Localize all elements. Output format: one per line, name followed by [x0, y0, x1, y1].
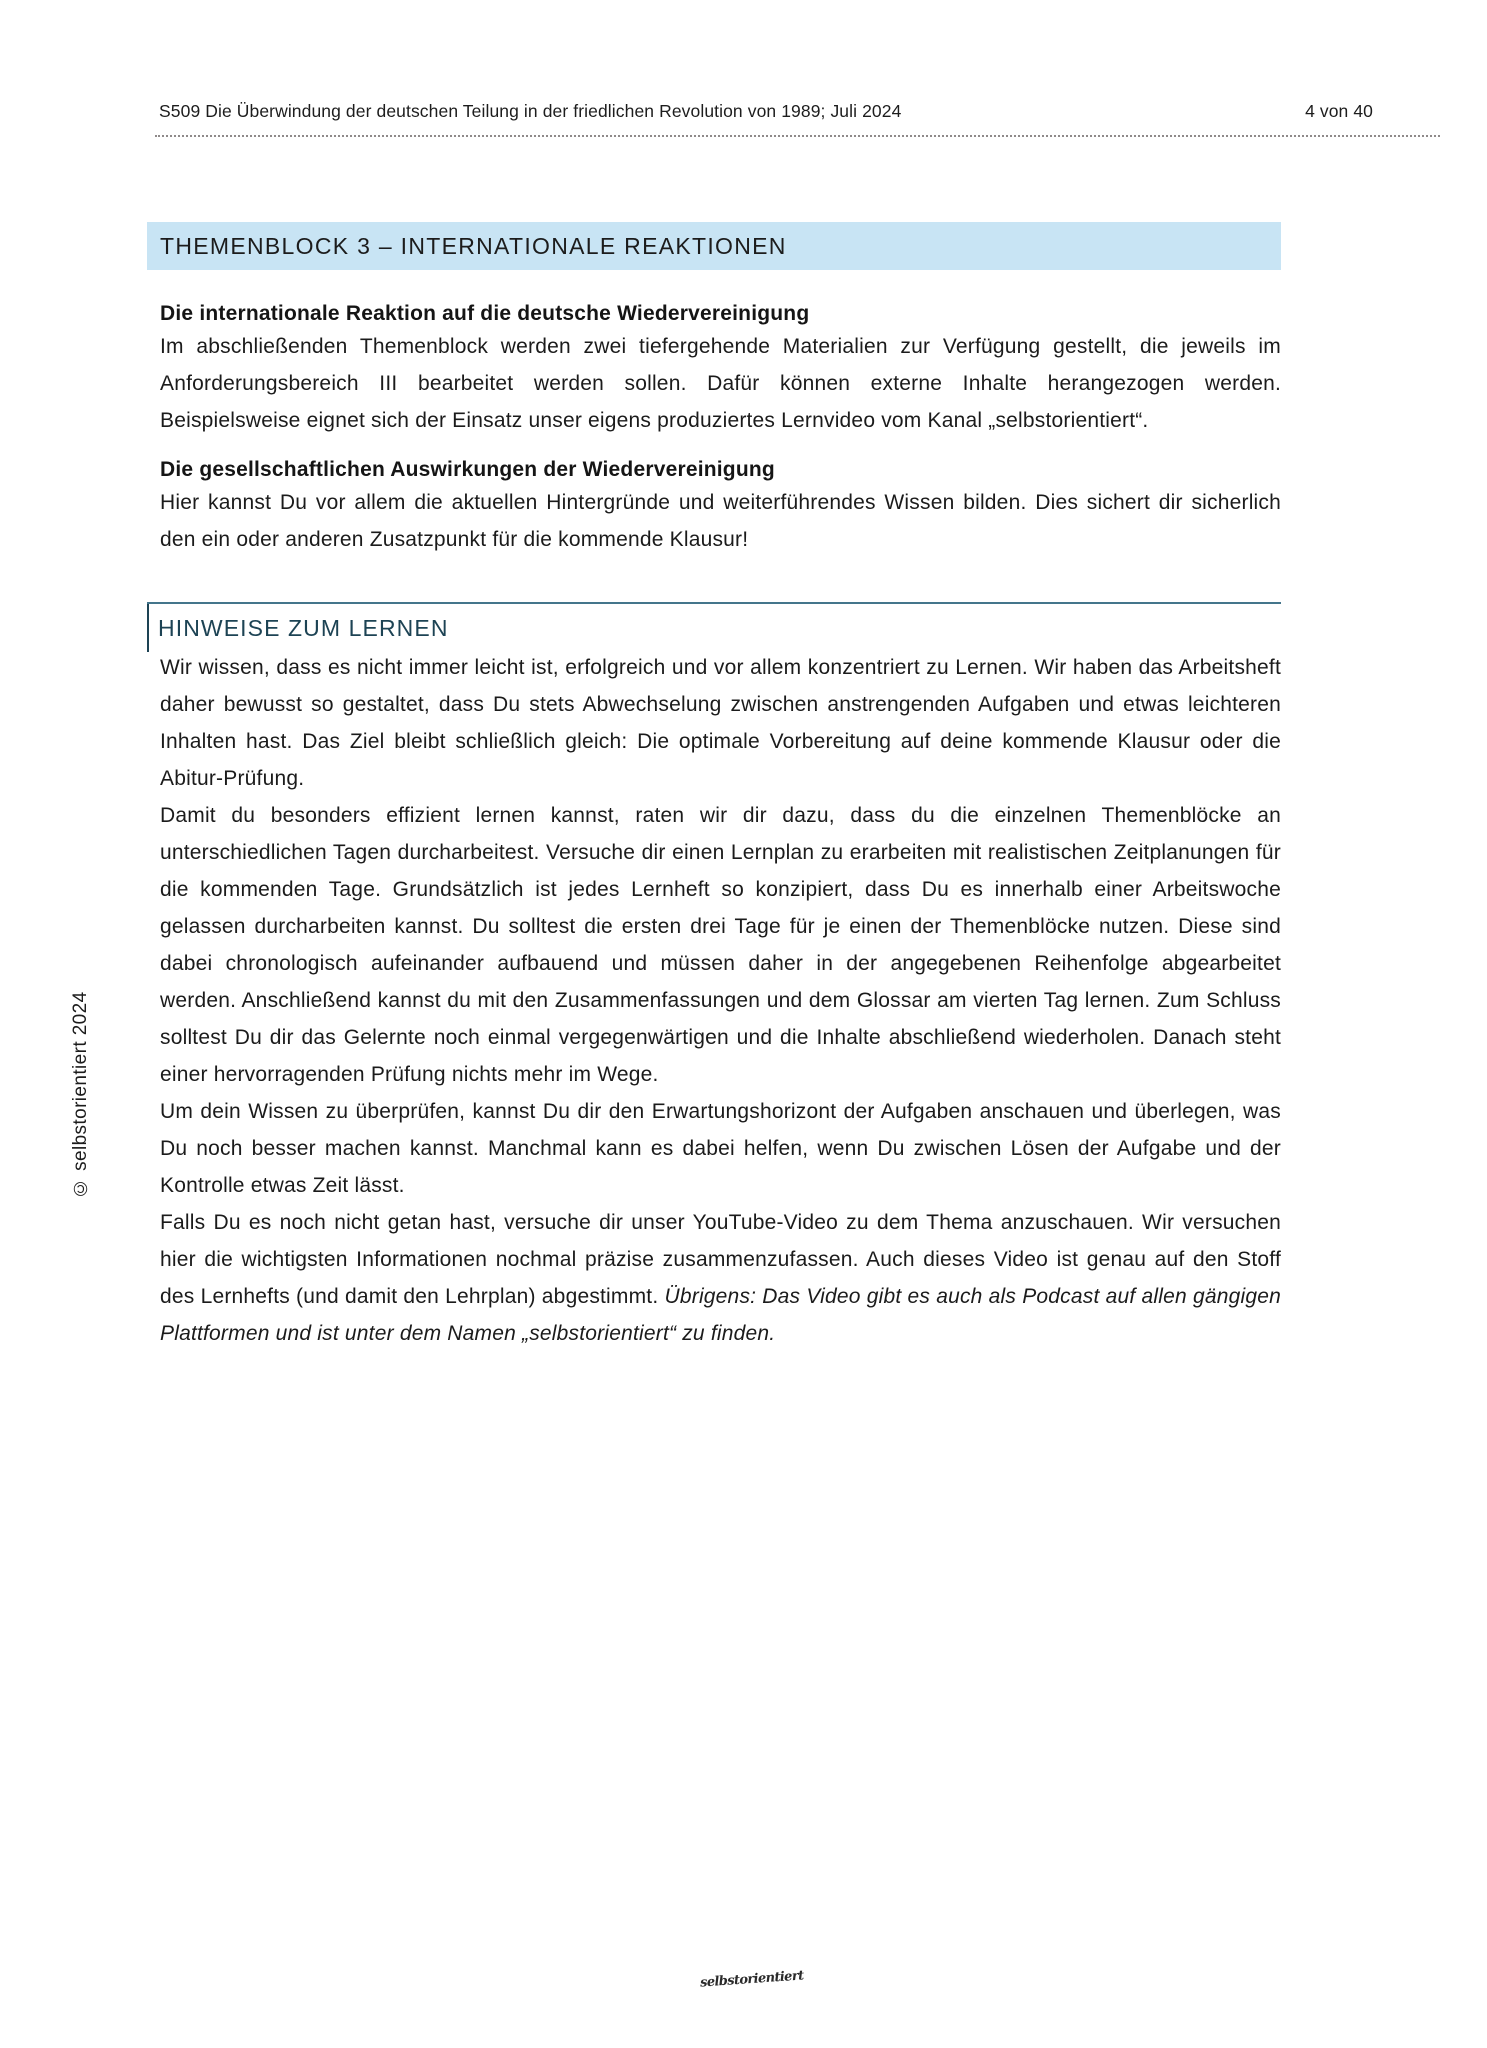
copyright-vertical-text: © selbstorientiert 2024 — [70, 991, 91, 1198]
paragraph-hinweise-4-italic: Übrigens: Das Video gibt es auch als Podcast auf allen gängigen Plattformen und ist unter dem Namen „selbstorientiert“ zu finden. — [160, 1285, 1282, 1345]
header-page-number: 4 von 40 — [1305, 101, 1373, 121]
page-header — [159, 101, 1373, 122]
content-column — [147, 222, 1281, 1352]
section-banner-themenblock-3 — [147, 222, 1281, 270]
paragraph-hinweise-1: Wir wissen, dass es nicht immer leicht ist, erfolgreich und vor allem konzentriert zu Lernen. Wir haben das Arbeitsheft daher bewusst so gestaltet, dass Du stets Abwechselung zwischen anstrengenden Aufgaben und etwas leichteren Inhalten hast. Das Ziel bleibt schließlich gleich: Die optimale Vorbereitung auf deine kommende Klausur oder die Abitur-Prüfung. — [160, 656, 1281, 790]
subheading-internationale-reaktion: Die internationale Reaktion auf die deutsche Wiedervereinigung — [160, 302, 810, 325]
paragraph-hinweise-4-normal: Falls Du es noch nicht getan hast, versuche dir unser YouTube-Video zu dem Thema anzuschauen. Wir versuchen hier die wichtigsten Informationen nochmal präzise zusammenzufassen. Auch dieses Video ist genau auf den Stoff des Lernhefts (und damit den Lehrplan) abgestimmt. — [160, 1211, 1281, 1308]
paragraph-hinweise-3: Um dein Wissen zu überprüfen, kannst Du dir den Erwartungshorizont der Aufgaben anschauen und überlegen, was Du noch besser machen kannst. Manchmal kann es dabei helfen, wenn Du zwischen Lösen der Aufgabe und der Kontrolle etwas Zeit lässt. — [160, 1100, 1281, 1197]
paragraph-themenblock-intro: Im abschließenden Themenblock werden zwei tiefergehende Materialien zur Verfügung gestellt, die jeweils im Anforderungsbereich III bearbeitet werden sollen. Dafür können externe Inhalte herangezogen werden. Beispielsweise eignet sich der Einsatz unser eigens produziertes Lernvideo vom Kanal „selbstorientiert“. — [160, 335, 1281, 432]
header-divider — [155, 135, 1440, 137]
subheading-gesellschaftliche-auswirkungen: Die gesellschaftlichen Auswirkungen der Wiedervereinigung — [160, 458, 775, 481]
section-banner-title: THEMENBLOCK 3 – INTERNATIONALE REAKTIONEN — [160, 232, 787, 259]
paragraph-gesellschaftliche-auswirkungen: Hier kannst Du vor allem die aktuellen Hintergründe und weiterführendes Wissen bilden. Dies sichert dir sicherlich den ein oder anderen Zusatzpunkt für die kommende Klausur! — [160, 491, 1281, 551]
section-heading-hinweise — [147, 602, 1281, 649]
publisher-signature: selbstorientiert — [699, 1968, 804, 1991]
hinweise-heading-text: HINWEISE ZUM LERNEN — [158, 615, 449, 641]
header-title: S509 Die Überwindung der deutschen Teilung in der friedlichen Revolution von 1989; Juli 2024 — [159, 101, 902, 121]
paragraph-hinweise-4 — [147, 1204, 1281, 1352]
paragraph-hinweise-2: Damit du besonders effizient lernen kannst, raten wir dir dazu, dass du die einzelnen Themenblöcke an unterschiedlichen Tagen durcharbeitest. Versuche dir einen Lernplan zu erarbeiten mit realistischen Zeitplanungen für die kommenden Tage. Grundsätzlich ist jedes Lernheft so konzipiert, dass Du es innerhalb einer Arbeitswoche gelassen durcharbeiten kannst. Du solltest die ersten drei Tage für je einen der Themenblöcke nutzen. Diese sind dabei chronologisch aufeinander aufbauend und müssen daher in der angegebenen Reihenfolge abgearbeitet werden. Anschließend kannst du mit den Zusammenfassungen und dem Glossar am vierten Tag lernen. Zum Schluss solltest Du dir das Gelernte noch einmal vergegenwärtigen und die Inhalte abschließend wiederholen. Danach steht einer hervorragenden Prüfung nichts mehr im Wege. — [160, 804, 1281, 1086]
